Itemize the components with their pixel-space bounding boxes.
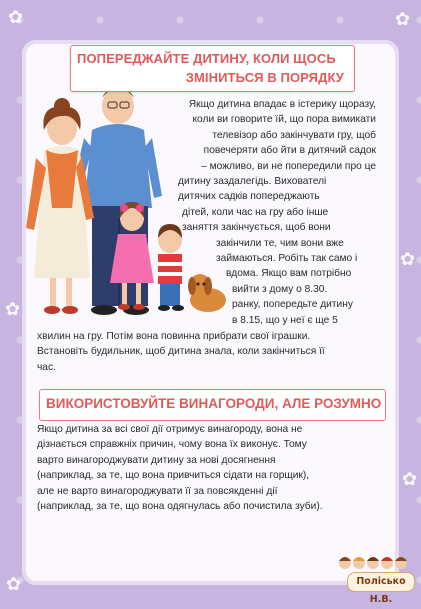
text-line: в 8.15, що у неї є ще 5: [232, 314, 338, 326]
author-signature: Полісько Н.В.: [347, 572, 415, 592]
mother-figure: [26, 98, 94, 314]
text-line: (наприклад, за те, що вона одягнулась або почистила зуби).: [37, 501, 323, 513]
flower-decoration-icon: ✿: [8, 7, 24, 27]
text-line: вийти з дому о 8.30.: [232, 283, 328, 295]
text-line: дитячих садків попереджають: [178, 191, 320, 203]
kids-decoration-icon: [337, 552, 411, 574]
text-line: Якщо дитина за всі свої дії отримує винагороду, вона не: [37, 424, 303, 435]
section1-text: [132, 97, 376, 328]
flower-decoration-icon: ✿: [6, 574, 22, 594]
text-line: займаються. Робіть так само і: [216, 253, 358, 265]
section2-title: ВИКОРИСТОВУЙТЕ ВИНАГОРОДИ, АЛЕ РОЗУМНО: [46, 396, 382, 411]
text-line: дітей, коли час на гру або інше: [182, 206, 329, 218]
text-line: хвилин на гру. Потім вона повинна прибрати свої іграшки.: [37, 331, 311, 342]
text-line: час.: [37, 361, 56, 373]
section2-title-banner: [39, 389, 386, 421]
text-line: варто винагороджувати дитину за нові досягнення: [37, 454, 276, 466]
text-line: дізнається справжніх причин, чому вона їх виконує. Тому: [37, 439, 307, 451]
flower-decoration-icon: ✿: [5, 299, 21, 319]
text-line: коли ви говорите їй, що пора вимикати: [192, 114, 376, 126]
text-line: заняття закінчується, щоб вони: [182, 222, 331, 234]
text-line: повечеряти або йти в дитячий садок: [203, 145, 376, 157]
section1-title-line2: ЗМІНИТЬСЯ В ПОРЯДКУ: [185, 70, 344, 85]
text-line: дитину заздалегідь. Вихователі: [178, 176, 327, 188]
text-line: телевізор або закінчувати гру, щоб: [212, 129, 376, 141]
section1-title-line1: ПОПЕРЕДЖАЙТЕ ДИТИНУ, КОЛИ ЩОСЬ: [77, 51, 336, 66]
text-line: Якщо дитина впадає в істерику щоразу,: [188, 99, 376, 110]
text-line: ранку, попередьте дитину: [232, 299, 353, 311]
section1-text-continued: [37, 329, 375, 375]
text-line: закінчили те, чим вони вже: [216, 237, 344, 249]
text-line: Встановіть будильник, щоб дитина знала, коли закінчиться її: [37, 346, 325, 358]
flower-decoration-icon: ✿: [395, 9, 411, 29]
section1-title-banner: [70, 45, 355, 92]
flower-decoration-icon: ✿: [400, 249, 416, 269]
flower-decoration-icon: ✿: [402, 469, 418, 489]
text-line: вдома. Якщо вам потрібно: [226, 268, 352, 280]
text-line: (наприклад, за те, що вона привчиться сідати на горщик),: [37, 470, 310, 482]
section2-text: [37, 422, 374, 514]
text-line: але не варто винагороджувати її за повсякденні дії: [37, 485, 278, 497]
text-line: – можливо, ви не попередили про це: [201, 160, 376, 172]
